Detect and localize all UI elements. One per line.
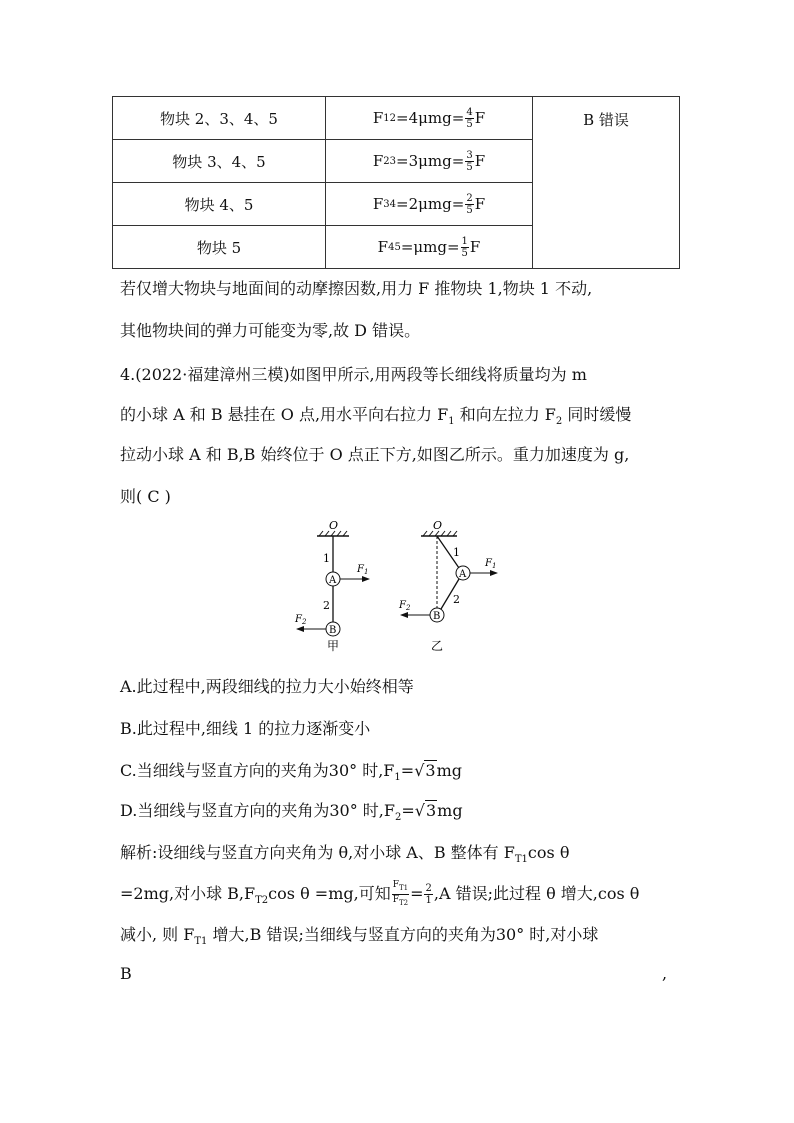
- table-cell-formula: F 45 = μmg= $\frac{1}{5}$ F: [326, 226, 533, 269]
- question-answer-line: 则( C ): [120, 487, 171, 506]
- jia-A-label: A: [329, 575, 337, 586]
- yi-O-label: O: [433, 519, 443, 532]
- table-cell-label: 物块 5: [113, 226, 326, 269]
- table-cell-formula: F 23 = 3 μmg= $\frac{3}{5}$ F: [326, 140, 533, 183]
- solution-line3: 减小, 则 $F_{T1}$ 增大,B 错误;当细线与竖直方向的夹角为30° 时,对小球: [120, 925, 599, 948]
- solution-line4-comma: ,: [662, 964, 668, 983]
- pendulum-figure: [285, 516, 525, 656]
- table-cell-label: 物块 4、5: [113, 183, 326, 226]
- jia-caption: 甲: [327, 639, 340, 653]
- solution-line2: =2mg,对小球 $B,F_{T2}\cos$ θ =mg,可知 $\frac{F_{T1}}{F_{T2}}$ = $\frac{2}{1}$ ,A 错误;此过程 θ 增大,cos θ: [120, 880, 640, 907]
- option-A: A.此过程中,两段细线的拉力大小始终相等: [120, 677, 414, 696]
- jia-F2-label: $F_2$: [295, 614, 307, 626]
- figure-jia: [294, 519, 369, 653]
- option-B: B.此过程中,细线 1 的拉力逐渐变小: [120, 719, 371, 738]
- jia-line1-label: 1: [323, 552, 330, 565]
- jia-O-label: O: [329, 519, 339, 532]
- question-line3: 拉动小球 A 和 B,B 始终位于 O 点正下方,如图乙所示。重力加速度为 g,: [120, 445, 630, 464]
- yi-B-label: B: [433, 611, 441, 622]
- yi-caption: 乙: [431, 639, 444, 653]
- para1-line1: 若仅增大物块与地面间的动摩擦因数,用力 F 推物块 1,物块 1 不动,: [120, 279, 593, 298]
- para1-line2: 其他物块间的弹力可能变为零,故 D 错误。: [120, 321, 421, 340]
- table-row: [113, 97, 680, 140]
- option-C: C.当细线与竖直方向的夹角为30° 时$,F_1=√$ 3 mg: [120, 761, 462, 784]
- yi-line2-label: 2: [453, 593, 460, 606]
- yi-F2-label: $F_2$: [399, 600, 411, 612]
- yi-F1-label: $F_1$: [485, 558, 497, 570]
- table-cell-formula: F 12 = 4 μmg= $\frac{4}{5}$ F: [326, 97, 533, 140]
- jia-F1-label: $F_1$: [357, 564, 369, 576]
- table-cell-label: 物块 3、4、5: [113, 140, 326, 183]
- question-line2: 的小球 A 和 B 悬挂在 O 点,用水平向右拉力 $F_1$ 和向左拉力 $F_2$ 同时缓慢: [120, 405, 632, 428]
- figure-yi: [398, 519, 497, 653]
- table-cell-formula: F 34 = 2 μmg= $\frac{2}{5}$ F: [326, 183, 533, 226]
- option-D: D.当细线与竖直方向的夹角为30° 时$,F_2=√$ 3 mg: [120, 801, 463, 824]
- question-line1: 4.(2022·福建漳州三模)如图甲所示,用两段等长细线将质量均为 m: [120, 365, 587, 384]
- jia-line2-label: 2: [323, 599, 330, 612]
- solution-line4: B: [120, 964, 132, 983]
- jia-B-label: B: [329, 625, 337, 636]
- solution-line1: 解析:设细线与竖直方向夹角为 θ,对小球 A、B 整体有 $F_{T1}\cos$ θ: [120, 843, 570, 866]
- yi-line1-label: 1: [453, 546, 460, 559]
- answer-table: [112, 96, 680, 269]
- yi-A-label: A: [459, 569, 467, 580]
- table-cell-label: 物块 2、3、4、5: [113, 97, 326, 140]
- table-cell-result: B 错误: [533, 97, 680, 269]
